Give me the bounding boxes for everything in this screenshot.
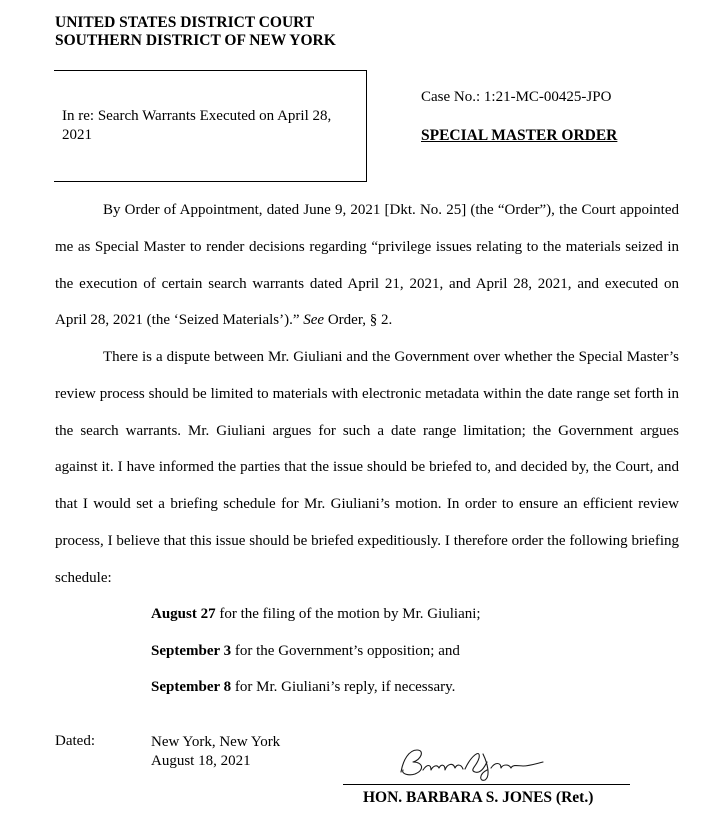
dated-date: August 18, 2021	[151, 753, 251, 769]
dated-label: Dated:	[55, 733, 95, 749]
dated-place: New York, New York	[151, 734, 281, 750]
schedule-item	[151, 679, 455, 696]
paragraph-1-citation: Order, § 2.	[324, 312, 393, 329]
schedule-date: September 3	[151, 643, 232, 659]
dated-block	[151, 733, 280, 771]
court-name-line: UNITED STATES DISTRICT COURT	[55, 14, 315, 31]
case-caption	[62, 107, 362, 145]
paragraph-1-text: By Order of Appointment, dated June 9, 2021 [Dkt. No. 25] (the “Order”), the Court appointed me as Special Master to render decisions regarding “privilege issues relating to the materials seized in the execution of certain search warrants dated April 21, 2021, and April 28, 2021, and executed on April 28, 2021 (the ‘Seized Materials’).”	[55, 202, 679, 329]
schedule-text: for Mr. Giuliani’s reply, if necessary.	[231, 679, 456, 695]
schedule-date: August 27	[151, 606, 216, 622]
paragraph-2	[55, 339, 679, 597]
paragraph-1	[55, 192, 679, 339]
schedule-text: for the Government’s opposition; and	[231, 643, 460, 659]
handwritten-signature	[395, 742, 555, 784]
signer-name: HON. BARBARA S. JONES (Ret.)	[363, 789, 594, 806]
order-title: SPECIAL MASTER ORDER	[421, 127, 618, 144]
schedule-date: September 8	[151, 679, 232, 695]
district-name-line: SOUTHERN DISTRICT OF NEW YORK	[55, 32, 336, 49]
paragraph-2-text: There is a dispute between Mr. Giuliani and the Government over whether the Special Master’s review process should be limited to materials with electronic metadata within the date range set forth in the search warrants. Mr. Giuliani argues for such a date range limitation; the Government argues against it. I have informed the parties that the issue should be briefed to, and decided by, the Court, and that I would set a briefing schedule for Mr. Giuliani’s motion. In order to ensure an efficient review process, I believe that this issue should be briefed expeditiously. I therefore order the following briefing schedule:	[55, 349, 679, 586]
caption-line-2: 2021	[62, 127, 92, 143]
see-citation-signal: See	[303, 312, 325, 329]
schedule-text: for the filing of the motion by Mr. Giuliani;	[215, 606, 481, 622]
court-header	[55, 14, 336, 50]
caption-line-1: In re: Search Warrants Executed on April 28,	[62, 108, 332, 124]
signature-line	[343, 784, 630, 785]
schedule-item	[151, 643, 460, 660]
case-number: Case No.: 1:21-MC-00425-JPO	[421, 89, 612, 105]
schedule-item	[151, 606, 481, 623]
